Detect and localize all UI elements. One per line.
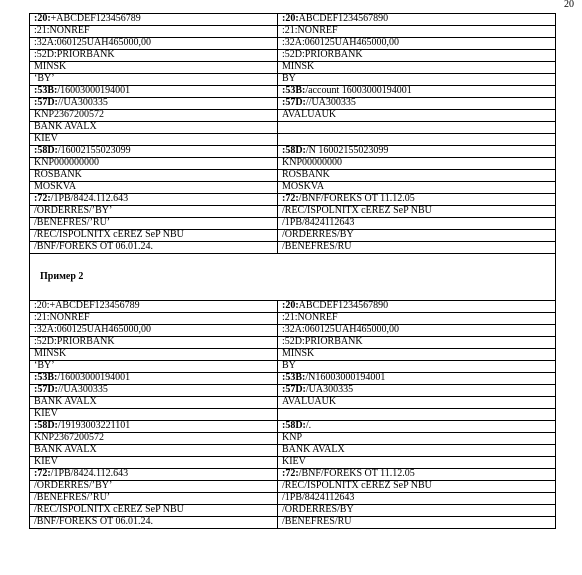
corrected-message-cell — [278, 469, 556, 481]
corrected-message-cell — [278, 86, 556, 98]
field-value: KNP000000000 — [34, 157, 100, 168]
corrected-message-cell — [278, 170, 556, 182]
table-row — [30, 74, 556, 86]
field-value: BY — [282, 360, 296, 371]
corrected-message-cell — [278, 146, 556, 158]
field-value: :20:+ABCDEF123456789 — [34, 300, 140, 311]
corrected-message-cell — [278, 385, 556, 397]
original-message-cell — [30, 469, 278, 481]
original-message-cell — [30, 301, 278, 313]
field-value: KIEV — [34, 456, 58, 467]
table-row — [30, 62, 556, 74]
corrected-message-cell — [278, 505, 556, 517]
field-value: MINSK — [34, 61, 67, 72]
table-row — [30, 397, 556, 409]
field-value: BANK AVALX — [34, 121, 97, 132]
field-value: /ORDERRES/BY — [282, 229, 354, 240]
corrected-message-cell — [278, 62, 556, 74]
field-value: /BENEFRES/’RU’ — [34, 492, 111, 503]
field-tag: :57D: — [34, 97, 58, 108]
field-tag: :58D: — [282, 145, 306, 156]
field-value: :21:NONREF — [282, 312, 338, 323]
field-value: MOSKVA — [282, 181, 325, 192]
field-value: /BNF/FOREKS OT 06.01.24. — [34, 516, 154, 527]
field-value: /19193003221101 — [57, 420, 131, 431]
corrected-message-cell — [278, 373, 556, 385]
field-value: KIEV — [34, 133, 58, 144]
table-row — [30, 481, 556, 493]
table-row — [30, 134, 556, 146]
field-value: :21:NONREF — [34, 312, 90, 323]
corrected-message-cell — [278, 50, 556, 62]
corrected-message-cell — [278, 313, 556, 325]
original-message-cell — [30, 481, 278, 493]
original-message-cell — [30, 110, 278, 122]
table-row — [30, 409, 556, 421]
original-message-cell — [30, 445, 278, 457]
field-value: MINSK — [282, 61, 315, 72]
table-row — [30, 110, 556, 122]
original-message-cell — [30, 505, 278, 517]
table-row — [30, 230, 556, 242]
field-tag: :20: — [34, 13, 51, 24]
table-row — [30, 170, 556, 182]
original-message-cell — [30, 361, 278, 373]
field-value: /1PB/8424.112.643 — [50, 193, 129, 204]
field-value: ‘BY’ — [34, 360, 55, 371]
field-value: ‘BY’ — [34, 73, 55, 84]
original-message-cell — [30, 38, 278, 50]
table-row — [30, 349, 556, 361]
field-value: /BENEFRES/RU — [282, 516, 352, 527]
original-message-cell — [30, 170, 278, 182]
field-value: ROSBANK — [282, 169, 330, 180]
corrected-message-cell — [278, 218, 556, 230]
corrected-message-cell — [278, 409, 556, 421]
field-tag: :57D: — [34, 384, 58, 395]
field-value: :32A:060125UAH465000,00 — [34, 324, 151, 335]
field-value: /16003000194001 — [57, 85, 131, 96]
table-row — [30, 373, 556, 385]
field-value: /16002155023099 — [57, 145, 131, 156]
field-tag: :58D: — [282, 420, 306, 431]
field-value: /N 16002155023099 — [305, 145, 389, 156]
original-message-cell — [30, 74, 278, 86]
table-row — [30, 445, 556, 457]
field-value: /REC/ISPOLNITX cEREZ SeP NBU — [34, 229, 184, 240]
table-row — [30, 505, 556, 517]
original-message-cell — [30, 206, 278, 218]
field-value: /1PB/8424.112.643 — [50, 468, 129, 479]
field-value: /REC/ISPOLNITX cEREZ SeP NBU — [282, 480, 432, 491]
field-value: KNP — [282, 432, 303, 443]
original-message-cell — [30, 122, 278, 134]
corrected-message-cell — [278, 445, 556, 457]
field-value: AVALUAUK — [282, 109, 337, 120]
table-row — [30, 469, 556, 481]
table-row — [30, 361, 556, 373]
field-value: BANK AVALX — [34, 444, 97, 455]
table-row — [30, 218, 556, 230]
field-value: :52D:PRIORBANK — [282, 49, 363, 60]
field-tag: :72: — [34, 468, 51, 479]
field-value: ABCDEF1234567890 — [298, 300, 389, 311]
original-message-cell — [30, 134, 278, 146]
table-row — [30, 26, 556, 38]
field-value: //UA300335 — [57, 384, 108, 395]
original-message-cell — [30, 146, 278, 158]
corrected-message-cell — [278, 26, 556, 38]
field-value: /1PB/8424112643 — [282, 492, 355, 503]
field-value: KIEV — [34, 408, 58, 419]
field-value: /BNF/FOREKS OT 11.12.05 — [298, 468, 415, 479]
field-tag: :53B: — [282, 85, 306, 96]
table-row — [30, 182, 556, 194]
original-message-cell — [30, 313, 278, 325]
corrected-message-cell — [278, 337, 556, 349]
original-message-cell — [30, 373, 278, 385]
corrected-message-cell — [278, 98, 556, 110]
field-tag: :72: — [282, 193, 299, 204]
corrected-message-cell — [278, 158, 556, 170]
field-tag: :57D: — [282, 97, 306, 108]
table-row — [30, 433, 556, 445]
original-message-cell — [30, 493, 278, 505]
corrected-message-cell — [278, 481, 556, 493]
table-row — [30, 50, 556, 62]
field-value: :52D:PRIORBANK — [34, 336, 115, 347]
original-message-cell — [30, 433, 278, 445]
table-row — [30, 242, 556, 254]
corrected-message-cell — [278, 182, 556, 194]
field-tag: :58D: — [34, 145, 58, 156]
table-row — [30, 421, 556, 433]
field-value: MINSK — [282, 348, 315, 359]
original-message-cell — [30, 98, 278, 110]
field-value: +ABCDEF123456789 — [50, 13, 141, 24]
field-value: /ORDERRES/BY — [282, 504, 354, 515]
example-caption-row — [30, 254, 556, 301]
table-row — [30, 98, 556, 110]
field-value: /REC/ISPOLNITX cEREZ SeP NBU — [282, 205, 432, 216]
field-value: KNP2367200572 — [34, 432, 105, 443]
corrected-message-cell — [278, 194, 556, 206]
page-number: 20 — [564, 0, 574, 10]
field-value: ROSBANK — [34, 169, 82, 180]
example-caption: Пример 2 — [30, 254, 556, 301]
table-row — [30, 457, 556, 469]
field-value: //UA300335 — [57, 97, 108, 108]
swift-message-comparison-table — [29, 13, 556, 529]
original-message-cell — [30, 50, 278, 62]
field-value: :21:NONREF — [282, 25, 338, 36]
field-value: /ORDERRES/’BY’ — [34, 205, 113, 216]
field-value: :21:NONREF — [34, 25, 90, 36]
original-message-cell — [30, 158, 278, 170]
corrected-message-cell — [278, 301, 556, 313]
original-message-cell — [30, 26, 278, 38]
field-value: //UA300335 — [305, 97, 356, 108]
original-message-cell — [30, 325, 278, 337]
original-message-cell — [30, 242, 278, 254]
field-value: :32A:060125UAH465000,00 — [282, 37, 399, 48]
corrected-message-cell — [278, 493, 556, 505]
table-row — [30, 301, 556, 313]
corrected-message-cell — [278, 110, 556, 122]
field-value: MOSKVA — [34, 181, 77, 192]
table-row — [30, 158, 556, 170]
table-row — [30, 38, 556, 50]
field-value: AVALUAUK — [282, 396, 337, 407]
table-row — [30, 385, 556, 397]
original-message-cell — [30, 337, 278, 349]
original-message-cell — [30, 385, 278, 397]
field-value: :52D:PRIORBANK — [282, 336, 363, 347]
table-row — [30, 194, 556, 206]
table-row — [30, 122, 556, 134]
field-tag: :57D: — [282, 384, 306, 395]
corrected-message-cell — [278, 517, 556, 529]
original-message-cell — [30, 397, 278, 409]
field-value: /REC/ISPOLNITX cEREZ SeP NBU — [34, 504, 184, 515]
field-value: /BENEFRES/RU — [282, 241, 352, 252]
corrected-message-cell — [278, 325, 556, 337]
field-value: KNP2367200572 — [34, 109, 105, 120]
original-message-cell — [30, 62, 278, 74]
field-value: :52D:PRIORBANK — [34, 49, 115, 60]
field-value: KNP00000000 — [282, 157, 343, 168]
field-value: /BNF/FOREKS OT 06.01.24. — [34, 241, 154, 252]
field-value: MINSK — [34, 348, 67, 359]
original-message-cell — [30, 194, 278, 206]
corrected-message-cell — [278, 134, 556, 146]
original-message-cell — [30, 349, 278, 361]
table-row — [30, 146, 556, 158]
field-value: /BENEFRES/’RU’ — [34, 217, 111, 228]
table-row — [30, 325, 556, 337]
field-value: KIEV — [282, 456, 306, 467]
field-value: :32A:060125UAH465000,00 — [34, 37, 151, 48]
original-message-cell — [30, 457, 278, 469]
field-value: :32A:060125UAH465000,00 — [282, 324, 399, 335]
field-value: /16003000194001 — [57, 372, 131, 383]
corrected-message-cell — [278, 242, 556, 254]
original-message-cell — [30, 517, 278, 529]
field-tag: :58D: — [34, 420, 58, 431]
corrected-message-cell — [278, 457, 556, 469]
corrected-message-cell — [278, 38, 556, 50]
field-tag: :53B: — [34, 85, 58, 96]
field-tag: :72: — [282, 468, 299, 479]
corrected-message-cell — [278, 230, 556, 242]
corrected-message-cell — [278, 421, 556, 433]
table-row — [30, 493, 556, 505]
table-row — [30, 313, 556, 325]
original-message-cell — [30, 86, 278, 98]
field-value: BY — [282, 73, 296, 84]
original-message-cell — [30, 421, 278, 433]
table-row — [30, 337, 556, 349]
field-value: /BNF/FOREKS OT 11.12.05 — [298, 193, 415, 204]
table-body — [30, 14, 556, 529]
field-value: BANK AVALX — [34, 396, 97, 407]
field-tag: :72: — [34, 193, 51, 204]
original-message-cell — [30, 218, 278, 230]
field-tag: :20: — [282, 13, 299, 24]
table-row — [30, 86, 556, 98]
field-value: /. — [305, 420, 312, 431]
corrected-message-cell — [278, 74, 556, 86]
field-tag: :20: — [282, 300, 299, 311]
field-tag: :53B: — [34, 372, 58, 383]
original-message-cell — [30, 14, 278, 26]
corrected-message-cell — [278, 349, 556, 361]
table-row — [30, 517, 556, 529]
field-value: ABCDEF1234567890 — [298, 13, 389, 24]
field-tag: :53B: — [282, 372, 306, 383]
field-value: /account 16003000194001 — [305, 85, 412, 96]
field-value: /ORDERRES/’BY’ — [34, 480, 113, 491]
field-value: /1PB/8424112643 — [282, 217, 355, 228]
original-message-cell — [30, 182, 278, 194]
original-message-cell — [30, 409, 278, 421]
corrected-message-cell — [278, 433, 556, 445]
corrected-message-cell — [278, 122, 556, 134]
corrected-message-cell — [278, 14, 556, 26]
field-value: BANK AVALX — [282, 444, 345, 455]
table-row — [30, 206, 556, 218]
corrected-message-cell — [278, 397, 556, 409]
original-message-cell — [30, 230, 278, 242]
corrected-message-cell — [278, 206, 556, 218]
field-value: /UA300335 — [305, 384, 354, 395]
table-row — [30, 14, 556, 26]
field-value: /N16003000194001 — [305, 372, 386, 383]
corrected-message-cell — [278, 361, 556, 373]
